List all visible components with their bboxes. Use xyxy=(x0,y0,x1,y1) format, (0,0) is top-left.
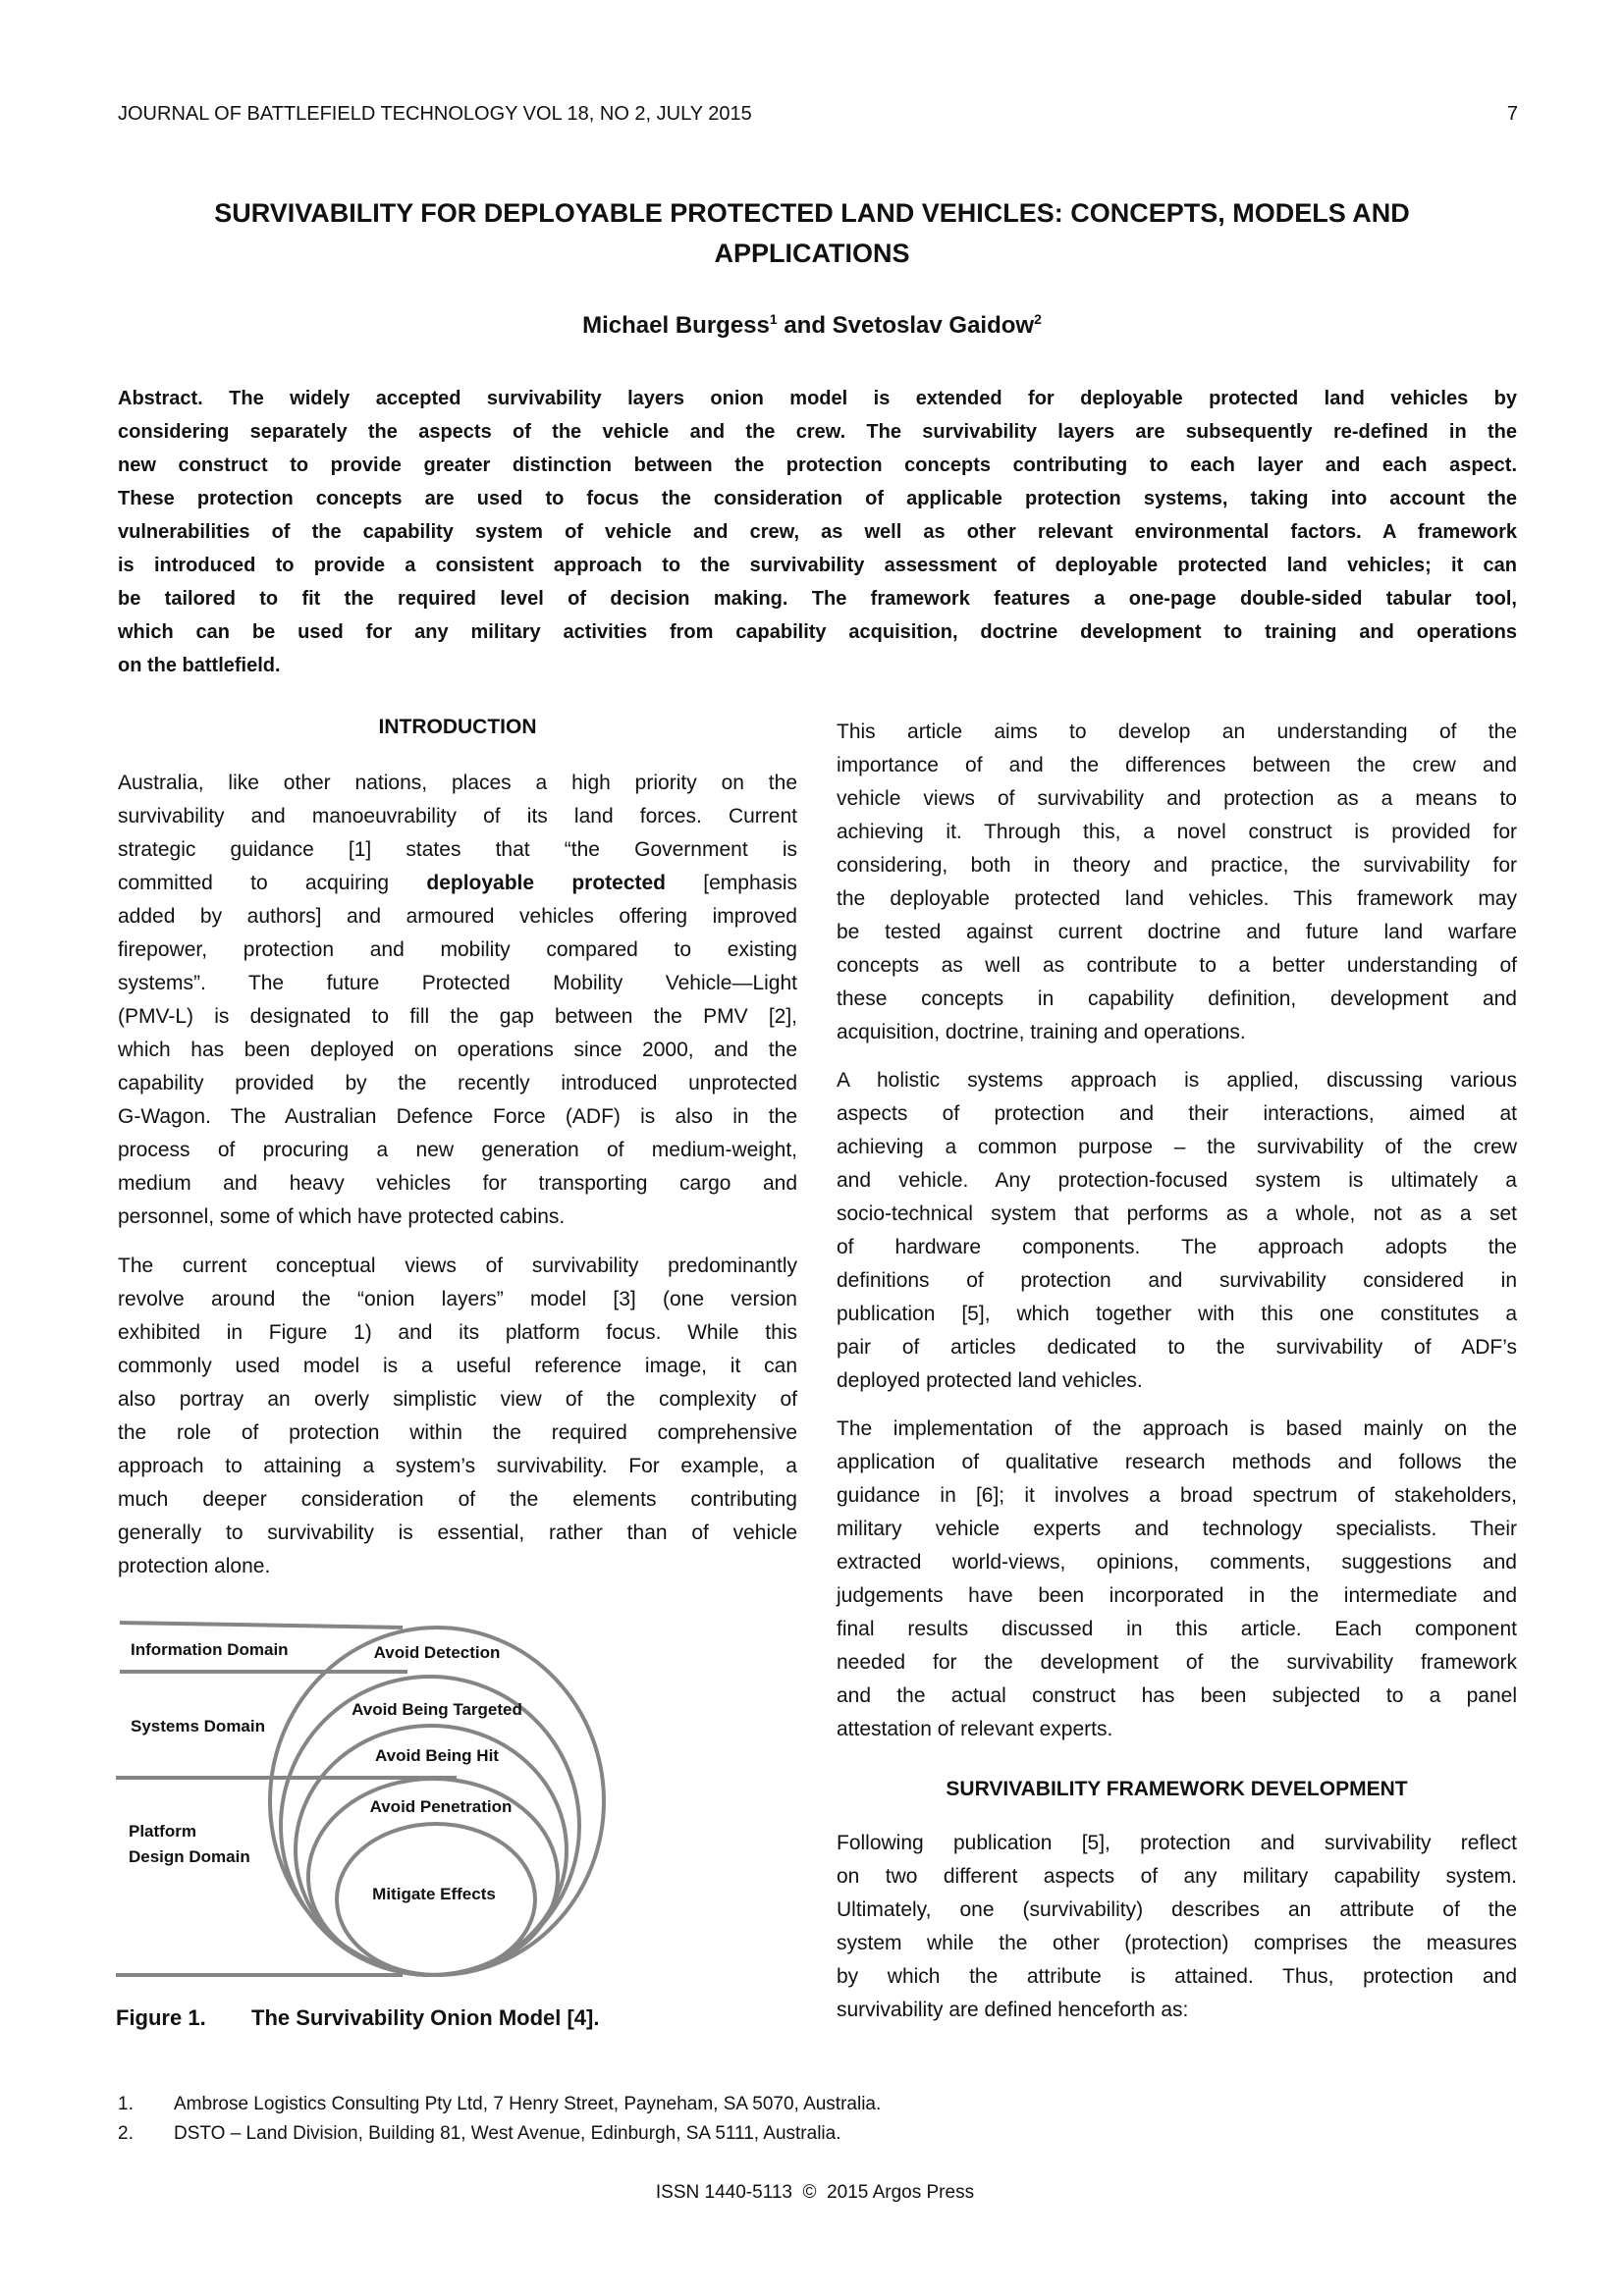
text-line: judgements have been incorporated in the intermediate and xyxy=(837,1584,1517,1607)
text-line: vulnerabilities of the capability system of vehicle and crew, as well as other relevant environmental factors. A framework xyxy=(118,521,1517,543)
issn-footer: ISSN 1440-5113 © 2015 Argos Press xyxy=(655,2182,975,2203)
text-line: needed for the development of the survivability framework xyxy=(837,1651,1517,1674)
text-line: (PMV-L) is designated to fill the gap between the PMV [2], xyxy=(118,1005,797,1028)
emphasis-text: deployable protected xyxy=(426,872,667,894)
text-line: capability provided by the recently introduced unprotected xyxy=(118,1072,797,1095)
authors-and: and xyxy=(777,312,833,339)
authors xyxy=(0,311,1624,340)
text-line: considering, both in theory and practice, the survivability for xyxy=(837,854,1517,877)
label-avoid-being-targeted: Avoid Being Targeted xyxy=(352,1700,522,1719)
text-line: socio-technical system that performs as a whole, not as a set xyxy=(837,1202,1517,1225)
page-number: 7 xyxy=(1506,103,1518,125)
text-line: publication [5], which together with this one constitutes a xyxy=(837,1303,1517,1325)
text-line: protection alone. xyxy=(118,1555,271,1577)
text-line: guidance in [6]; it involves a broad spectrum of stakeholders, xyxy=(837,1484,1517,1507)
label-avoid-penetration: Avoid Penetration xyxy=(369,1797,513,1816)
text-line: these concepts in capability definition, development and xyxy=(837,988,1517,1010)
text-line: attestation of relevant experts. xyxy=(837,1718,1113,1740)
text-line: new construct to provide greater distinction between the protection concepts contributing to each layer and each aspect. xyxy=(118,454,1517,476)
figure-caption xyxy=(116,2005,599,2031)
text-line: which can be used for any military activities from capability acquisition, doctrine development to training and operations xyxy=(118,621,1517,643)
text-line: These protection concepts are used to focus the consideration of applicable protection systems, taking into account the xyxy=(118,488,1517,509)
text-line: military vehicle experts and technology specialists. Their xyxy=(837,1518,1517,1540)
text-line: The implementation of the approach is based mainly on the xyxy=(837,1417,1517,1440)
label-information-domain: Information Domain xyxy=(131,1640,289,1659)
footnote-2-text: DSTO – Land Division, Building 81, West Avenue, Edinburgh, SA 5111, Australia. xyxy=(174,2123,841,2144)
text-line: acquisition, doctrine, training and operations. xyxy=(837,1021,1246,1043)
right-paragraph-3 xyxy=(837,1413,1517,1746)
text-line: considering separately the aspects of the vehicle and the crew. The survivability layers are subsequently re-defined in the xyxy=(118,421,1517,443)
footnote-2-number: 2. xyxy=(118,2123,134,2144)
text-line: strategic guidance [1] states that “the Government is xyxy=(118,838,797,861)
text-line: on two different aspects of any military capability system. xyxy=(837,1865,1517,1888)
intro-paragraph-2 xyxy=(118,1250,797,1583)
text-line: system while the other (protection) comprises the measures xyxy=(837,1932,1517,1954)
text-line: achieving it. Through this, a novel construct is provided for xyxy=(837,821,1517,843)
affiliation-mark-1: 1 xyxy=(769,311,778,327)
text-line: achieving a common purpose – the survivability of the crew xyxy=(837,1136,1517,1158)
text-line: This article aims to develop an understanding of the xyxy=(837,721,1517,743)
affiliation-mark-2: 2 xyxy=(1034,311,1042,327)
article-title-line-2: APPLICATIONS xyxy=(714,239,910,268)
onion-model-figure xyxy=(108,1590,815,2052)
text-line: approach to attaining a system’s survivability. For example, a xyxy=(118,1455,797,1477)
text-line: the deployable protected land vehicles. This framework may xyxy=(837,887,1517,910)
right-paragraph-2 xyxy=(837,1064,1517,1398)
text-line: survivability and manoeuvrability of its land forces. Current xyxy=(118,805,797,828)
text-line: pair of articles dedicated to the survivability of ADF’s xyxy=(837,1336,1517,1359)
running-header: JOURNAL OF BATTLEFIELD TECHNOLOGY VOL 18, NO 2, JULY 2015 xyxy=(118,103,752,125)
label-avoid-being-hit: Avoid Being Hit xyxy=(375,1746,499,1765)
text-line: Abstract. The widely accepted survivability layers onion model is extended for deployable protected land vehicles by xyxy=(118,388,1517,409)
author-1: Michael Burgess xyxy=(582,312,770,339)
text-line: is introduced to provide a consistent approach to the survivability assessment of deployable protected land vehicles; it can xyxy=(118,555,1517,576)
text-line: process of procuring a new generation of medium-weight, xyxy=(118,1139,797,1161)
text-line: systems”. The future Protected Mobility Vehicle—Light xyxy=(118,972,797,994)
text-line xyxy=(118,867,797,900)
text-line: The current conceptual views of survivability predominantly xyxy=(118,1255,797,1277)
text-line: Australia, like other nations, places a high priority on the xyxy=(118,772,797,794)
figure-caption-text: The Survivability Onion Model [4]. xyxy=(251,2005,600,2030)
section-heading-introduction: INTRODUCTION xyxy=(378,716,537,738)
text-line: exhibited in Figure 1) and its platform focus. While this xyxy=(118,1321,797,1344)
text-line: of hardware components. The approach adopts the xyxy=(837,1236,1517,1258)
label-mitigate-effects: Mitigate Effects xyxy=(372,1885,496,1903)
text-line: medium and heavy vehicles for transporting cargo and xyxy=(118,1172,797,1195)
text-line: much deeper consideration of the elements contributing xyxy=(118,1488,797,1511)
text-line: definitions of protection and survivability considered in xyxy=(837,1269,1517,1292)
text-line: final results discussed in this article. Each component xyxy=(837,1618,1517,1640)
right-paragraph-1 xyxy=(837,716,1517,1049)
text-line: personnel, some of which have protected cabins. xyxy=(118,1205,566,1228)
text-line: extracted world-views, opinions, comments, suggestions and xyxy=(837,1551,1517,1574)
text-line: importance of and the differences between the crew and xyxy=(837,754,1517,776)
label-platform-domain-1: Platform xyxy=(129,1822,196,1841)
domain-divider-top xyxy=(120,1623,403,1628)
text-line: deployed protected land vehicles. xyxy=(837,1369,1143,1392)
text-line: Ultimately, one (survivability) describes an attribute of the xyxy=(837,1898,1517,1921)
text-line: which has been deployed on operations since 2000, and the xyxy=(118,1039,797,1061)
intro-paragraph-1 xyxy=(118,767,797,1234)
text-line: revolve around the “onion layers” model [3] (one version xyxy=(118,1288,797,1310)
text-line: the role of protection within the required comprehensive xyxy=(118,1421,797,1444)
footnote-1-text: Ambrose Logistics Consulting Pty Ltd, 7 Henry Street, Payneham, SA 5070, Australia. xyxy=(174,2094,882,2114)
section-heading-framework: SURVIVABILITY FRAMEWORK DEVELOPMENT xyxy=(946,1778,1408,1800)
article-title-line-1: SURVIVABILITY FOR DEPLOYABLE PROTECTED LAND VEHICLES: CONCEPTS, MODELS AND xyxy=(214,198,1410,228)
text-line: generally to survivability is essential, rather than of vehicle xyxy=(118,1522,797,1544)
label-avoid-detection: Avoid Detection xyxy=(373,1643,501,1662)
text-line: A holistic systems approach is applied, discussing various xyxy=(837,1069,1517,1092)
text-line: and vehicle. Any protection-focused system is ultimately a xyxy=(837,1169,1517,1192)
text-line: application of qualitative research methods and follows the xyxy=(837,1451,1517,1473)
text-segment: [emphasis xyxy=(666,872,797,894)
text-line: vehicle views of survivability and protection as a means to xyxy=(837,787,1517,810)
text-line: be tailored to fit the required level of decision making. The framework features a one-page double-sided tabular tool, xyxy=(118,588,1517,610)
footnote-1-number: 1. xyxy=(118,2094,134,2114)
text-line: on the battlefield. xyxy=(118,655,281,676)
text-line: aspects of protection and their interactions, aimed at xyxy=(837,1102,1517,1125)
text-line: added by authors] and armoured vehicles offering improved xyxy=(118,905,797,928)
text-line: G-Wagon. The Australian Defence Force (ADF) is also in the xyxy=(118,1105,797,1128)
text-line: survivability are defined henceforth as: xyxy=(837,1999,1189,2021)
abstract xyxy=(118,382,1517,682)
text-line: by which the attribute is attained. Thus, protection and xyxy=(837,1965,1517,1988)
label-systems-domain: Systems Domain xyxy=(131,1717,265,1735)
figure-caption-label: Figure 1. xyxy=(116,2005,206,2030)
text-segment: committed to acquiring xyxy=(118,872,427,894)
text-line: Following publication [5], protection and survivability reflect xyxy=(837,1832,1517,1854)
text-line: be tested against current doctrine and future land warfare xyxy=(837,921,1517,943)
author-2: Svetoslav Gaidow xyxy=(832,312,1035,339)
text-line: also portray an overly simplistic view of the complexity of xyxy=(118,1388,797,1411)
text-line: commonly used model is a useful reference image, it can xyxy=(118,1355,797,1377)
framework-paragraph-1 xyxy=(837,1827,1517,2027)
text-line: concepts as well as contribute to a better understanding of xyxy=(837,954,1517,977)
text-line: firepower, protection and mobility compared to existing xyxy=(118,938,797,961)
text-line: and the actual construct has been subjected to a panel xyxy=(837,1684,1517,1707)
label-platform-domain-2: Design Domain xyxy=(129,1847,250,1866)
